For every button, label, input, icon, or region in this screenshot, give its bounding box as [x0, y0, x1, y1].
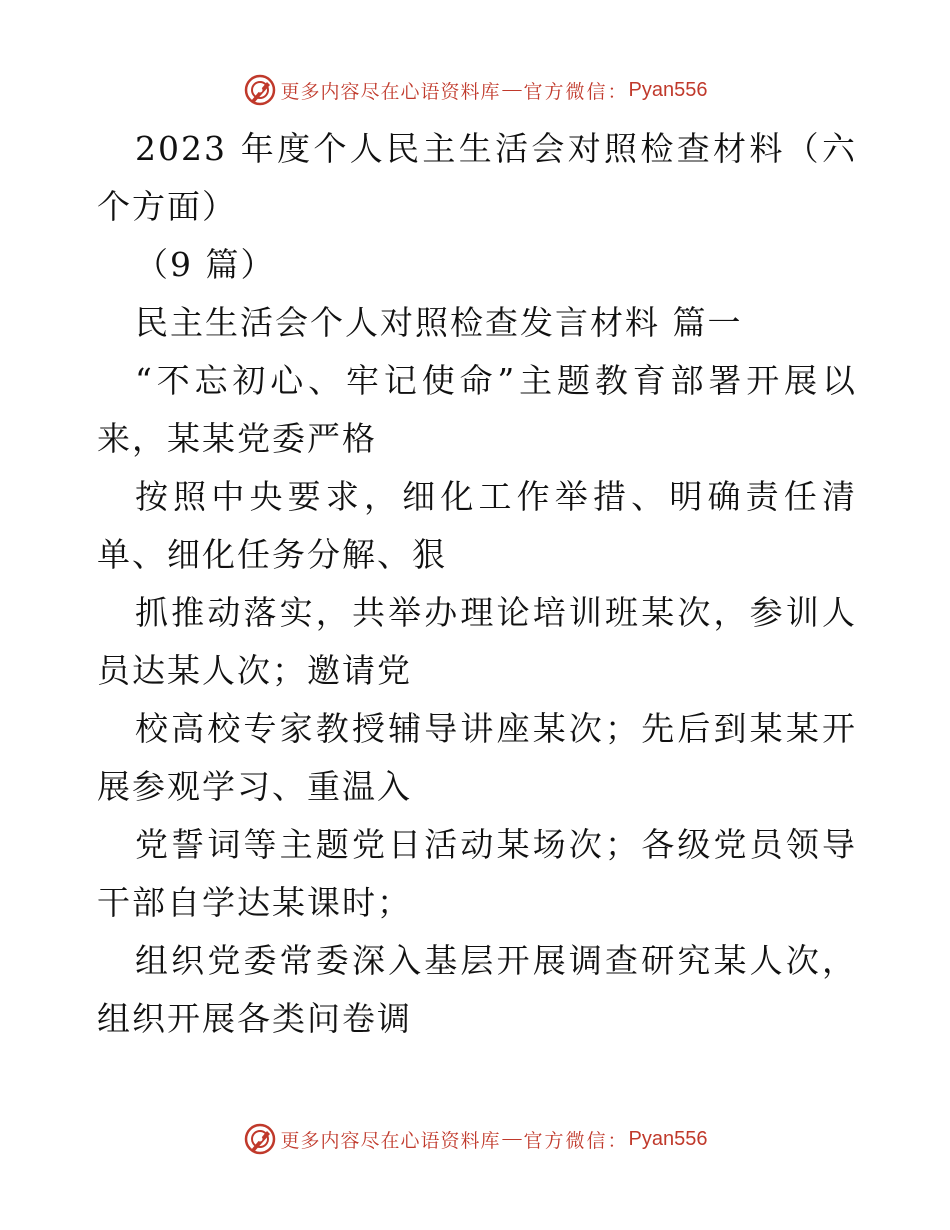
header-banner [0, 70, 950, 110]
body-paragraph: 党誓词等主题党日活动某场次；各级党员领导干部自学达某课时； [97, 825, 857, 922]
banner-wechat-id: Pyan556 [628, 78, 708, 101]
banner-wechat-label: 官方微信： [523, 80, 629, 103]
footer-banner [0, 1119, 950, 1159]
pen-nib-logo-icon [243, 73, 277, 107]
banner-slogan: 更多内容尽在心语资料库 [280, 80, 501, 103]
pen-nib-logo-icon [243, 1122, 277, 1156]
banner-slogan: 更多内容尽在心语资料库 [280, 1129, 501, 1152]
section-title: 民主生活会个人对照检查发言材料 篇一 [135, 303, 743, 342]
document-body [97, 120, 857, 1048]
body-paragraph: 按照中央要求，细化工作举措、明确责任清单、细化任务分解、狠 [97, 477, 857, 574]
banner-wechat-id: Pyan556 [628, 1127, 708, 1150]
banner-dash: — [502, 79, 522, 100]
body-paragraph: 抓推动落实，共举办理论培训班某次，参训人员达某人次；邀请党 [97, 593, 857, 690]
banner-wechat-label: 官方微信： [523, 1129, 629, 1152]
body-paragraph: 组织党委常委深入基层开展调查研究某人次，组织开展各类问卷调 [97, 941, 857, 1038]
body-paragraph: “不忘初心、牢记使命”主题教育部署开展以来，某某党委严格 [97, 361, 857, 458]
banner-dash: — [502, 1128, 522, 1149]
document-title: 2023 年度个人民主生活会对照检查材料（六个方面） [97, 129, 857, 226]
document-subtitle: （9 篇） [135, 245, 276, 284]
body-paragraph: 校高校专家教授辅导讲座某次；先后到某某开展参观学习、重温入 [97, 709, 857, 806]
